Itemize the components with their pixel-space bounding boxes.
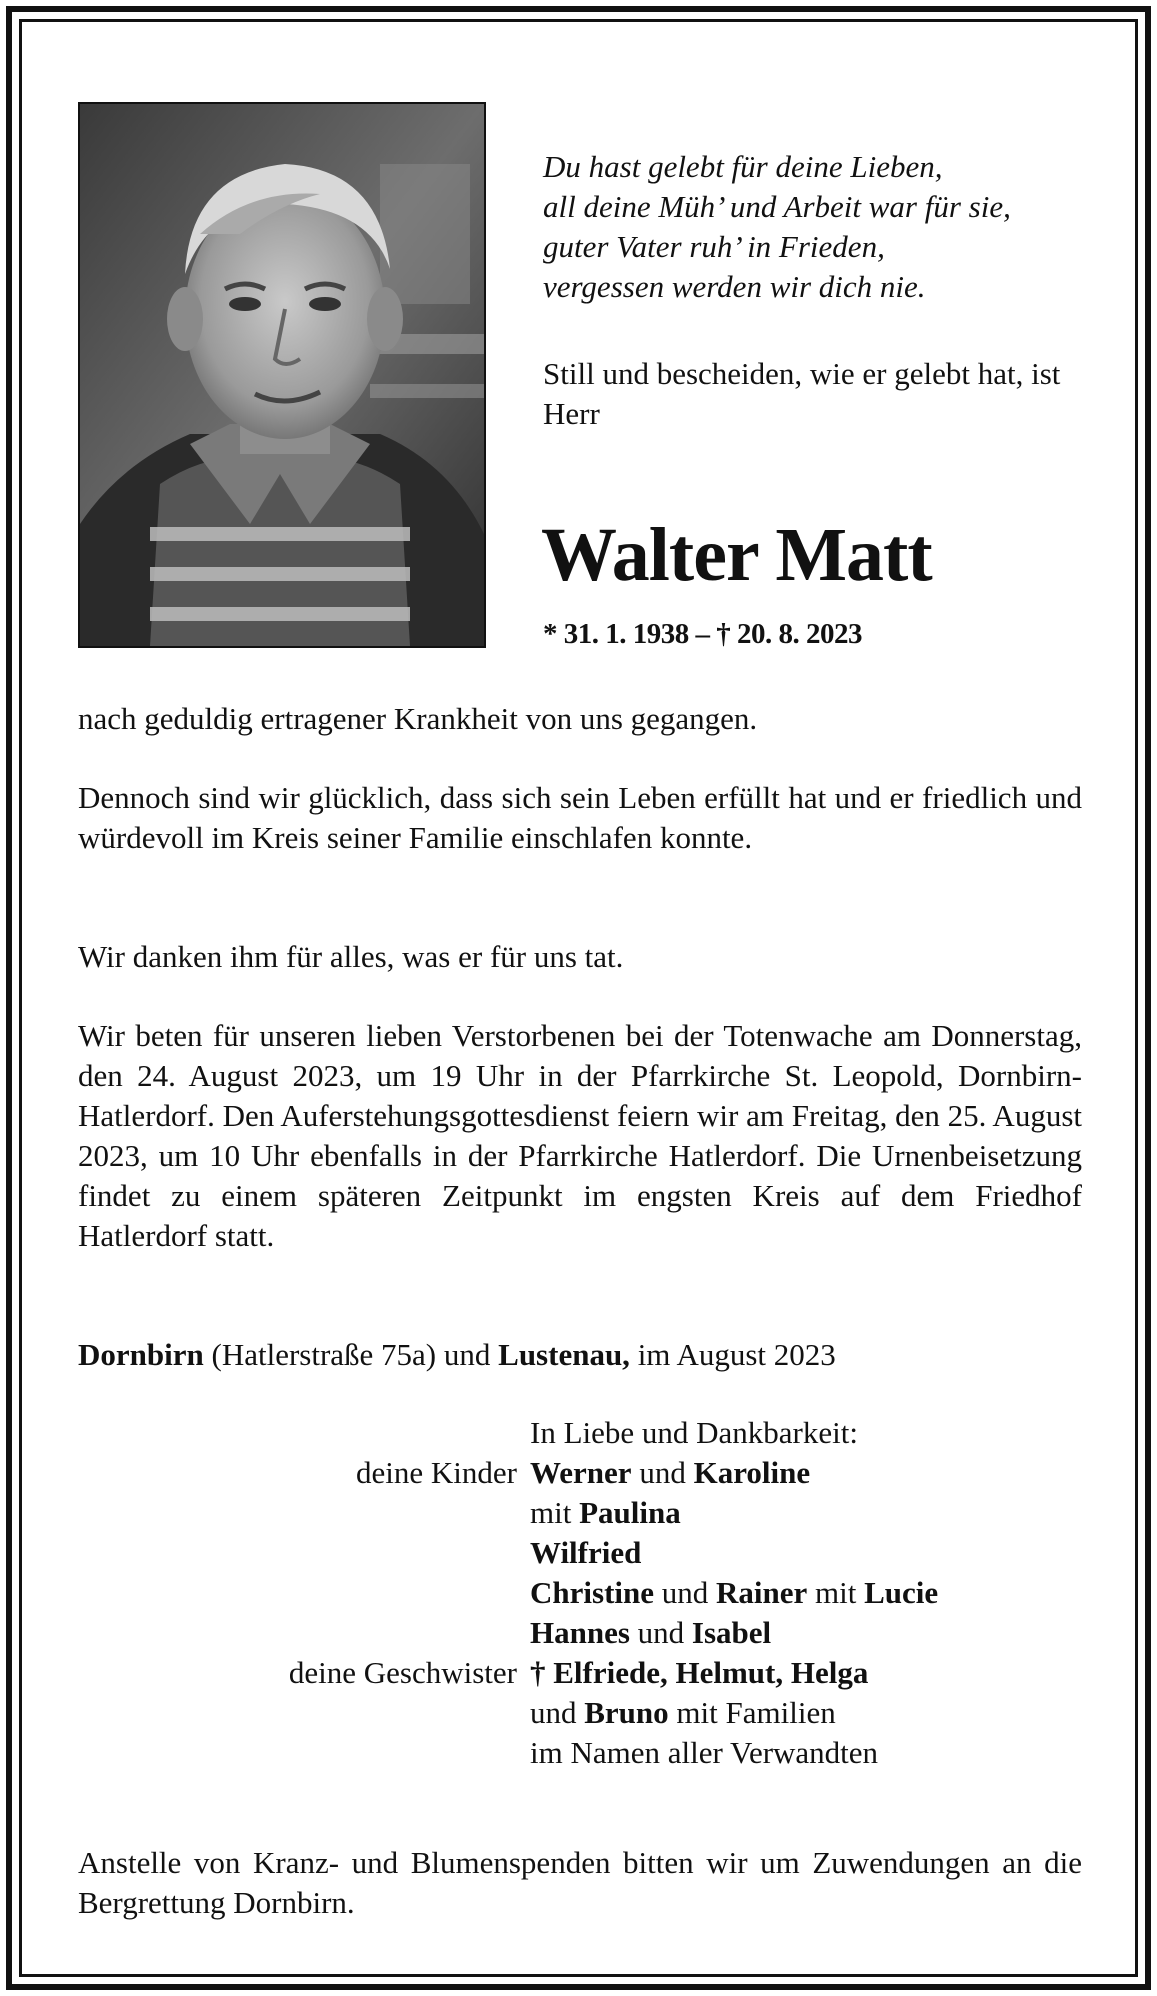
family-line: im Namen aller Verwandten — [530, 1735, 879, 1770]
family-name: Lucie — [864, 1575, 939, 1610]
paragraph-thanks: Wir danken ihm für alles, was er für uns tat. — [78, 939, 624, 974]
paragraph-service-details: Wir beten für unseren lieben Verstorbenen bei der Totenwache am Donnerstag, den 24. August 2023, um 19 Uhr in der Pfarrkirche St. Leopold, Dornbirn-Hatlerdorf. Den Auferstehungsgottesdienst feiern wir am Freitag, den 25. August 2023, um 10 Uhr ebenfalls in der Pfarrkirche Hatlerdorf. Die Urnenbeisetzung findet zu einem späteren Zeitpunkt im engsten Kreis auf dem Friedhof Hatlerdorf statt. — [78, 1018, 1082, 1253]
connector: mit Familien — [668, 1695, 836, 1730]
family-name: Bruno — [584, 1695, 669, 1730]
family-name: Hannes — [530, 1615, 630, 1650]
poem-line: vergessen werden wir dich nie. — [543, 269, 926, 304]
connector: mit — [807, 1575, 865, 1610]
family-name: Christine — [530, 1575, 654, 1610]
deceased-name: Walter Matt — [541, 513, 932, 597]
family-line — [530, 1613, 771, 1653]
family-name: † Elfriede, Helmut, Helga — [530, 1655, 869, 1690]
place-date-line — [78, 1335, 1082, 1375]
life-dates: * 31. 1. 1938 – † 20. 8. 2023 — [543, 618, 862, 650]
connector: mit — [530, 1495, 580, 1530]
connector: und — [530, 1695, 585, 1730]
intro-text: Still und bescheiden, wie er gelebt hat, ist Herr — [543, 356, 1061, 431]
poem-line: Du hast gelebt für deine Lieben, — [543, 149, 943, 184]
poem — [543, 147, 1103, 307]
family-name: Rainer — [716, 1575, 808, 1610]
address: (Hatlerstraße 75a) und — [203, 1337, 499, 1372]
family-line — [530, 1573, 938, 1613]
poem-line: all deine Müh’ und Arbeit war für sie, — [543, 189, 1011, 224]
signature-heading: In Liebe und Dankbarkeit: — [530, 1415, 858, 1450]
family-name: Paulina — [579, 1495, 681, 1530]
poem-line: guter Vater ruh’ in Frieden, — [543, 229, 885, 264]
family-line — [530, 1493, 681, 1533]
kinder-label: deine Kinder — [356, 1455, 517, 1490]
family-name: Isabel — [691, 1615, 772, 1650]
family-line — [530, 1453, 810, 1493]
date-text: im August 2023 — [629, 1337, 836, 1372]
family-name: Werner — [530, 1455, 632, 1490]
family-name: Karoline — [693, 1455, 811, 1490]
connector: und — [631, 1455, 694, 1490]
portrait-photo — [78, 102, 486, 648]
geschwister-label: deine Geschwister — [288, 1655, 517, 1690]
paragraph-passing: nach geduldig ertragener Krankheit von uns gegangen. — [78, 701, 758, 736]
connector: und — [629, 1615, 692, 1650]
city-dornbirn: Dornbirn — [78, 1337, 204, 1372]
family-name: Wilfried — [530, 1535, 642, 1570]
paragraph-gratitude: Dennoch sind wir glücklich, dass sich sein Leben erfüllt hat und er friedlich und würdevoll im Kreis seiner Familie einschlafen konnte. — [78, 780, 1082, 855]
connector: und — [654, 1575, 716, 1610]
family-line — [530, 1533, 641, 1573]
city-lustenau: Lustenau, — [498, 1337, 630, 1372]
signature-block — [78, 1413, 1082, 1773]
family-line — [530, 1693, 836, 1733]
donation-note: Anstelle von Kranz- und Blumenspenden bitten wir um Zuwendungen an die Bergrettung Dornbirn. — [78, 1845, 1082, 1920]
family-line — [530, 1653, 868, 1693]
